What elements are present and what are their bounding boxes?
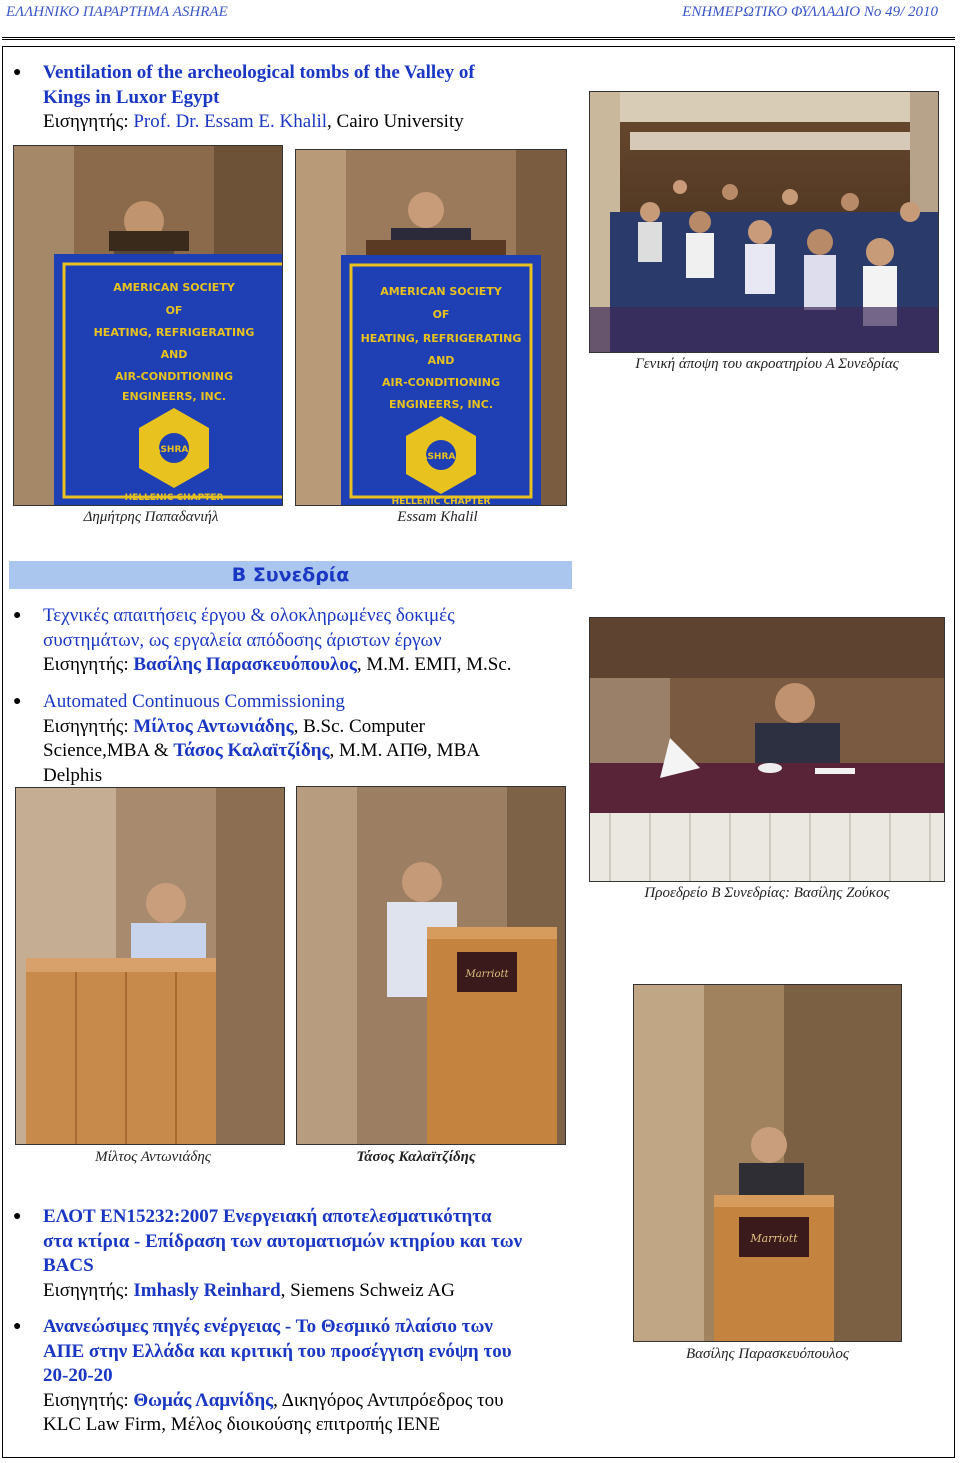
speaker-label: Εισηγητής: xyxy=(43,715,134,737)
caption-antoniadis: Μίλτος Αντωνιάδης xyxy=(95,1149,211,1165)
header-rule xyxy=(2,37,955,40)
photo-antoniadis xyxy=(15,787,285,1145)
talk4-title-1: ΕΛΟΤ ΕΝ15232:2007 Ενεργειακή αποτελεσματικότητα xyxy=(43,1206,492,1227)
banner-text-4: AND xyxy=(160,348,188,361)
banner-text-5: AIR-CONDITIONING xyxy=(382,376,500,389)
speaker-affiliation: Science,MBA & xyxy=(43,740,174,761)
talk3 xyxy=(13,690,578,788)
talk4-speaker xyxy=(43,1279,618,1304)
caption-papadaniil: Δημήτρης Παπαδανιήλ xyxy=(83,509,219,525)
banner-chapter: HELLENIC CHAPTER xyxy=(391,497,491,506)
talk5-speaker-line2: KLC Law Firm, Μέλος διοικούσης επιτροπής ΙΕΝΕ xyxy=(43,1414,441,1435)
header-left: ΕΛΛΗΝΙΚΟ ΠΑΡΑΡΤΗΜΑ ASHRAE xyxy=(6,4,228,20)
photo-paraskevopoulos xyxy=(633,984,902,1342)
speaker-name: Τάσος Καλαϊτζίδης xyxy=(173,740,330,761)
banner-text-2: OF xyxy=(432,308,450,321)
talk3-speaker-line2 xyxy=(43,739,578,764)
talk1-speaker xyxy=(43,110,573,135)
caption-paraskevopoulos: Βασίλης Παρασκευόπουλος xyxy=(685,1346,850,1362)
speaker-label: Εισηγητής: xyxy=(43,654,134,675)
talk3-speaker-line3: Delphis xyxy=(43,764,103,786)
bullet-icon: ● xyxy=(13,608,22,623)
caption-audience: Γενική άποψη του ακροατηρίου Α Συνεδρίας xyxy=(635,356,899,372)
talk3-title: Automated Continuous Commissioning xyxy=(43,691,345,712)
talk2-title-1: Τεχνικές απαιτήσεις έργου & ολοκληρωμένες δοκιμές xyxy=(43,605,455,626)
talk1 xyxy=(13,61,573,135)
marriott-logo: Marriott xyxy=(750,1232,798,1245)
banner-text-1: AMERICAN SOCIETY xyxy=(113,281,235,294)
speaker-name: Μίλτος Αντωνιάδης xyxy=(133,715,294,737)
talk5-speaker-line1 xyxy=(43,1389,618,1414)
banner-text-1: AMERICAN SOCIETY xyxy=(380,285,502,298)
speaker-name: Βασίλης Παρασκευόπουλος xyxy=(133,654,357,675)
speaker-affiliation: , Cairo University xyxy=(327,111,464,132)
caption-presidium: Προεδρείο Β Συνεδρίας: Βασίλης Ζούκος xyxy=(644,885,890,901)
banner-text-5: AIR-CONDITIONING xyxy=(115,370,233,383)
talk4-title-3: BACS xyxy=(43,1255,94,1276)
photo-papadaniil xyxy=(13,145,283,506)
speaker-label: Εισηγητής: xyxy=(43,1389,134,1411)
talk2-title-2: συστημάτων, ως εργαλεία απόδοσης άριστων έργων xyxy=(43,629,442,651)
seal-label: ASHRAE xyxy=(153,445,195,455)
speaker-label: Εισηγητής: xyxy=(43,1279,134,1301)
banner-text-6: ENGINEERS, INC. xyxy=(121,390,227,403)
talk5 xyxy=(13,1315,618,1438)
header-right: ΕΝΗΜΕΡΩΤΙΚΟ ΦΥΛΛΑΔΙΟ Νο 49/ 2010 xyxy=(682,4,938,20)
banner-chapter: HELLENIC CHAPTER xyxy=(124,493,224,503)
speaker-affiliation: , Δικηγόρος Αντιπρόεδρος του xyxy=(273,1389,504,1411)
photo-kalaitzidis xyxy=(296,786,566,1145)
speaker-name: Prof. Dr. Essam E. Khalil xyxy=(133,111,328,132)
talk5-title-3: 20-20-20 xyxy=(43,1365,113,1386)
bullet-icon: ● xyxy=(13,1319,22,1334)
speaker-affiliation: , Μ.Μ. ΕΜΠ, M.Sc. xyxy=(356,654,512,675)
banner-text-3: HEATING, REFRIGERATING xyxy=(360,332,522,345)
caption-kalaitzidis: Τάσος Καλαϊτζίδης xyxy=(356,1149,476,1165)
caption-khalil: Essam Khalil xyxy=(397,509,478,525)
banner-text-2: OF xyxy=(165,304,183,317)
talk5-title-2: ΑΠΕ στην Ελλάδα και κριτική του προσέγγιση ενόψη του xyxy=(43,1340,512,1362)
photo-presidium xyxy=(589,617,945,882)
talk4 xyxy=(13,1205,618,1303)
speaker-label: Εισηγητής: xyxy=(43,111,134,132)
speaker-affiliation: , Μ.Μ. ΑΠΘ, MBA xyxy=(329,740,480,761)
talk2-speaker xyxy=(43,653,578,678)
talk1-title-2: Kings in Luxor Egypt xyxy=(43,86,220,108)
seal-label: ASHRAE xyxy=(420,452,462,462)
talk4-title-2: στα κτίρια - Επίδραση των αυτοματισμών κτηρίου και των xyxy=(43,1230,523,1252)
marriott-logo: Marriott xyxy=(465,969,509,980)
talk5-title-1: Ανανεώσιμες πηγές ενέργειας - Το Θεσμικό πλαίσιο των xyxy=(43,1316,493,1337)
speaker-name: Θωμάς Λαμνίδης xyxy=(133,1389,274,1411)
banner-text-3: HEATING, REFRIGERATING xyxy=(93,326,255,339)
speaker-name: Imhasly Reinhard xyxy=(133,1279,281,1301)
banner-text-6: ENGINEERS, INC. xyxy=(388,398,494,411)
section-b-title: Β Συνεδρία xyxy=(9,561,572,589)
speaker-affiliation: , B.Sc. Computer xyxy=(293,715,426,737)
photo-audience xyxy=(589,91,939,353)
talk2 xyxy=(13,604,578,678)
speaker-affiliation: , Siemens Schweiz AG xyxy=(280,1279,455,1301)
talk1-title-1: Ventilation of the archeological tombs of the Valley of xyxy=(43,62,475,83)
talk3-speaker-line1 xyxy=(43,715,578,740)
banner-text-4: AND xyxy=(427,354,455,367)
photo-khalil xyxy=(295,149,567,506)
bullet-icon: ● xyxy=(13,65,22,80)
bullet-icon: ● xyxy=(13,694,22,709)
bullet-icon: ● xyxy=(13,1209,22,1224)
